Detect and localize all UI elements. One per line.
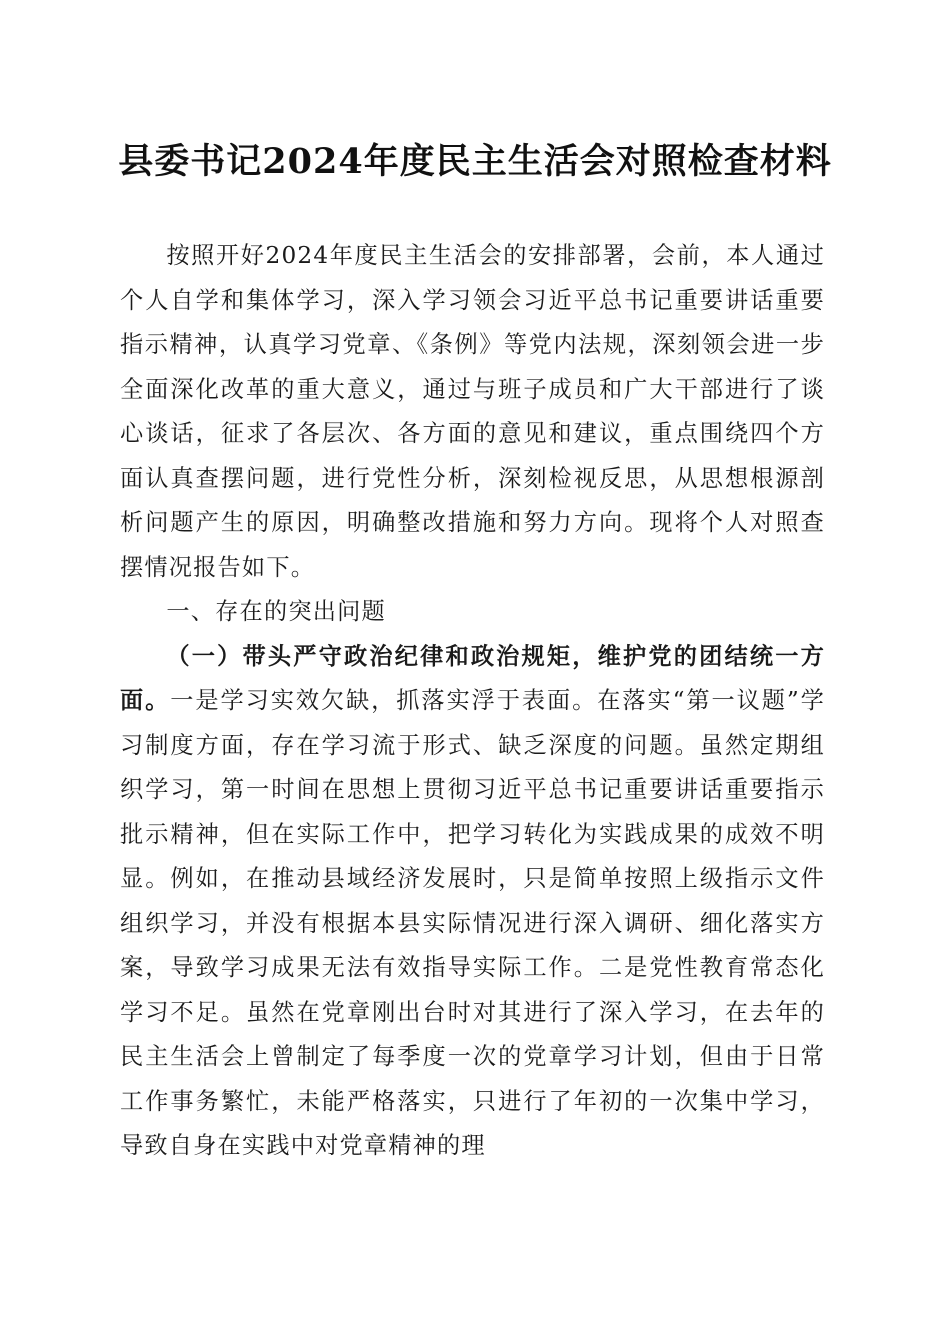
subsection-paragraph bbox=[120, 635, 825, 1169]
subsection-body: 一是学习实效欠缺，抓落实浮于表面。在落实“第一议题”学习制度方面，存在学习流于形式、缺乏深度的问题。虽然定期组织学习，第一时间在思想上贯彻习近平总书记重要讲话重要指示批示精神，但在实际工作中，把学习转化为实践成果的成效不明显。例如，在推动县域经济发展时，只是简单按照上级指示文件组织学习，并没有根据本县实际情况进行深入调研、细化落实方案，导致学习成果无法有效指导实际工作。二是党性教育常态化学习不足。虽然在党章刚出台时对其进行了深入学习，在去年的民主生活会上曾制定了每季度一次的党章学习计划，但由于日常工作事务繁忙，未能严格落实，只进行了年初的一次集中学习，导致自身在实践中对党章精神的理 bbox=[120, 687, 825, 1159]
document-body bbox=[120, 234, 825, 1169]
section-heading: 一、存在的突出问题 bbox=[166, 598, 386, 625]
document-title: 县委书记2024年度民主生活会对照检查材料 bbox=[118, 141, 832, 182]
intro-paragraph: 按照开好2024年度民主生活会的安排部署，会前，本人通过个人自学和集体学习，深入学习领会习近平总书记重要讲话重要指示精神，认真学习党章、《条例》等党内法规，深刻领会进一步全面深化改革的重大意义，通过与班子成员和广大干部进行了谈心谈话，征求了各层次、各方面的意见和建议，重点围绕四个方面认真查摆问题，进行党性分析，深刻检视反思，从思想根源剖析问题产生的原因，明确整改措施和努力方向。现将个人对照查摆情况报告如下。 bbox=[120, 242, 825, 581]
subsection-heading: （一）带头严守政治纪律和政治规矩，维护党的团结统一方面。 bbox=[120, 642, 825, 714]
